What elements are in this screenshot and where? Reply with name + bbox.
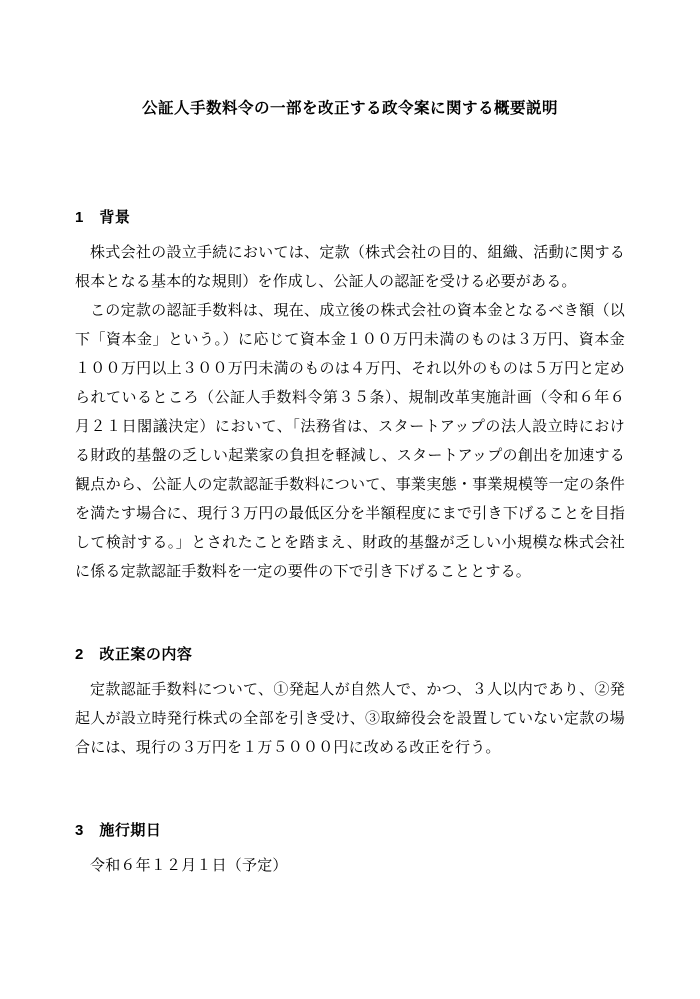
section-heading-effective-date: 3 施行期日 — [75, 822, 162, 839]
section-heading-background: 1 背景 — [75, 209, 131, 226]
paragraph: この定款の認証手数料は、現在、成立後の株式会社の資本金となるべき額（以下「資本金」という。）に応じて資本金１００万円未満のものは３万円、資本金１００万円以上３００万円未満のものは４万円、それ以外のものは５万円と定められているところ（公証人手数料令第３５条）、規制改革実施計画（令和６年６月２１日閣議決定）において、「法務省は、スタートアップの法人設立時における財政的基盤の乏しい起業家の負担を軽減し、スタートアップの創出を加速する観点から、公証人の定款認証手数料について、事業実態・事業規模等一定の条件を満たす場合に、現行３万円の最低区分を半額程度にまで引き下げることを目指して検討する。」とされたことを踏まえ、財政的基盤が乏しい小規模な株式会社に係る定款認証手数料を一定の要件の下で引き下げることとする。 — [75, 303, 625, 580]
section-effective-date — [75, 819, 625, 881]
section-heading-amendment-content: 2 改正案の内容 — [75, 646, 193, 663]
section-amendment-content — [75, 643, 625, 763]
section-background — [75, 206, 625, 587]
paragraph: 令和６年１２月１日（予定） — [90, 858, 288, 874]
paragraph: 株式会社の設立手続においては、定款（株式会社の目的、組織、活動に関する根本となる基本的な規則）を作成し、公証人の認証を受ける必要がある。 — [75, 245, 625, 290]
document-title: 公証人手数料令の一部を改正する政令案に関する概要説明 — [141, 100, 558, 117]
paragraph: 定款認証手数料について、①発起人が自然人で、かつ、３人以内であり、②発起人が設立時発行株式の全部を引き受け、③取締役会を設置していない定款の場合には、現行の３万円を１万５０００円に改める改正を行う。 — [75, 682, 625, 756]
